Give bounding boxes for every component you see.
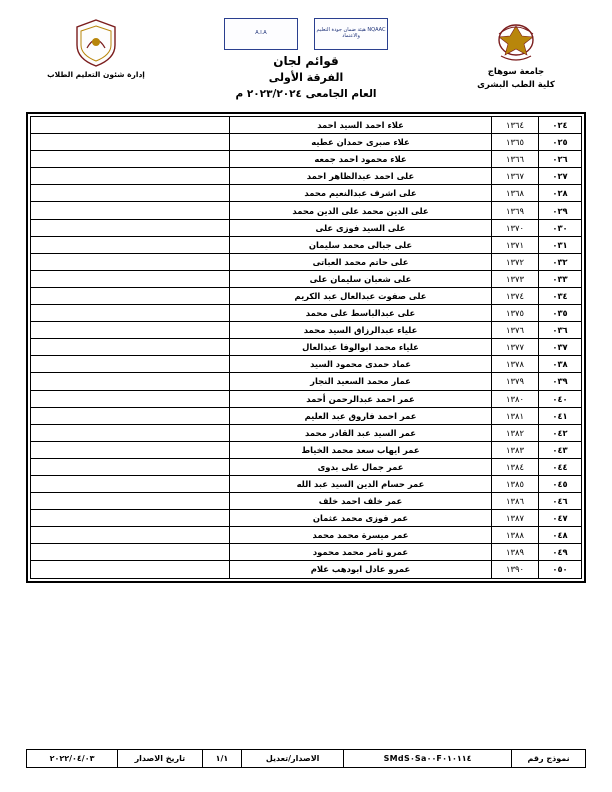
row-student-name: علاء محمود احمد جمعه	[230, 151, 492, 168]
row-signature-cell[interactable]	[31, 151, 230, 168]
row-student-name: عمر السيد عبد القادر محمد	[230, 424, 492, 441]
row-code: ١٣٦٥	[492, 134, 539, 151]
page-title: قوائم لجان	[273, 54, 339, 68]
table-row	[31, 458, 582, 475]
students-table-body	[31, 117, 582, 579]
row-student-name: عمرو ثامر محمد محمود	[230, 544, 492, 561]
students-table-container	[26, 112, 586, 583]
university-block	[446, 18, 586, 92]
row-student-name: على السيد فوزى على	[230, 219, 492, 236]
row-signature-cell[interactable]	[31, 373, 230, 390]
row-sequence: ٠٣٨	[539, 356, 582, 373]
table-row	[31, 117, 582, 134]
row-student-name: على اشرف عبدالنعيم محمد	[230, 185, 492, 202]
table-row	[31, 493, 582, 510]
page-subtitle: الفرقة الأولى	[268, 71, 344, 85]
row-sequence: ٠٤٧	[539, 510, 582, 527]
row-code: ١٣٦٤	[492, 117, 539, 134]
row-code: ١٣٨٩	[492, 544, 539, 561]
row-signature-cell[interactable]	[31, 168, 230, 185]
row-student-name: على صفوت عبدالعال عبد الكريم	[230, 287, 492, 304]
row-sequence: ٠٢٨	[539, 185, 582, 202]
row-code: ١٣٨٤	[492, 458, 539, 475]
row-code: ١٣٨٢	[492, 424, 539, 441]
form-code-value: SMdS٠Sa٠٠F٠١٠١١٤	[343, 750, 511, 768]
row-code: ١٣٧٠	[492, 219, 539, 236]
table-row	[31, 407, 582, 424]
row-student-name: على عبدالباسط على محمد	[230, 305, 492, 322]
table-row	[31, 527, 582, 544]
row-student-name: على حاتم محمد العباتى	[230, 253, 492, 270]
table-row	[31, 151, 582, 168]
row-sequence: ٠٢٩	[539, 202, 582, 219]
row-signature-cell[interactable]	[31, 458, 230, 475]
row-signature-cell[interactable]	[31, 390, 230, 407]
table-row	[31, 373, 582, 390]
row-student-name: علاء صبرى حمدان عطيه	[230, 134, 492, 151]
row-signature-cell[interactable]	[31, 117, 230, 134]
row-code: ١٣٧٤	[492, 287, 539, 304]
table-row	[31, 185, 582, 202]
university-name: جامعة سوهاج	[487, 67, 545, 77]
row-code: ١٣٧٥	[492, 305, 539, 322]
row-code: ١٣٨٣	[492, 441, 539, 458]
table-row	[31, 219, 582, 236]
row-student-name: على احمد عبدالظاهر احمد	[230, 168, 492, 185]
row-code: ١٣٨٥	[492, 475, 539, 492]
row-student-name: علياء عبدالرزاق السيد محمد	[230, 322, 492, 339]
administration-block	[26, 18, 166, 80]
row-code: ١٣٧٣	[492, 270, 539, 287]
row-signature-cell[interactable]	[31, 236, 230, 253]
document-footer	[26, 749, 586, 768]
table-row	[31, 390, 582, 407]
row-signature-cell[interactable]	[31, 441, 230, 458]
row-student-name: علاء احمد السيد احمد	[230, 117, 492, 134]
table-row	[31, 202, 582, 219]
row-code: ١٣٧٦	[492, 322, 539, 339]
row-code: ١٣٦٦	[492, 151, 539, 168]
row-code: ١٣٦٨	[492, 185, 539, 202]
table-row	[31, 356, 582, 373]
row-student-name: عمر ايهاب سعد محمد الخياط	[230, 441, 492, 458]
row-student-name: عمرو عادل ابودهب علام	[230, 561, 492, 578]
row-signature-cell[interactable]	[31, 561, 230, 578]
footer-row	[27, 750, 586, 768]
row-student-name: عمر احمد عبدالرحمن أحمد	[230, 390, 492, 407]
row-sequence: ٠٣١	[539, 236, 582, 253]
row-signature-cell[interactable]	[31, 424, 230, 441]
row-sequence: ٠٤٩	[539, 544, 582, 561]
row-code: ١٣٨٧	[492, 510, 539, 527]
row-signature-cell[interactable]	[31, 287, 230, 304]
table-row	[31, 561, 582, 578]
table-row	[31, 270, 582, 287]
row-sequence: ٠٤١	[539, 407, 582, 424]
row-signature-cell[interactable]	[31, 407, 230, 424]
row-student-name: عمر فوزى محمد عثمان	[230, 510, 492, 527]
row-student-name: عمر حسام الدين السيد عبد الله	[230, 475, 492, 492]
table-row	[31, 441, 582, 458]
row-code: ١٣٧٢	[492, 253, 539, 270]
row-code: ١٣٨١	[492, 407, 539, 424]
table-row	[31, 322, 582, 339]
row-sequence: ٠٣٤	[539, 287, 582, 304]
revision-value: ١/١	[202, 750, 242, 768]
row-code: ١٣٧٧	[492, 339, 539, 356]
table-row	[31, 134, 582, 151]
document-header	[26, 18, 586, 104]
row-sequence: ٠٤٣	[539, 441, 582, 458]
sohag-university-logo	[475, 18, 557, 66]
table-row	[31, 236, 582, 253]
nqaac-logo: NQAAC هيئة ضمان جودة التعليم والاعتماد	[314, 18, 388, 50]
form-number-label: نموذج رقم	[512, 750, 586, 768]
aia-logo: A.I.A	[224, 18, 298, 50]
row-sequence: ٠٤٠	[539, 390, 582, 407]
row-code: ١٣٧٨	[492, 356, 539, 373]
row-signature-cell[interactable]	[31, 544, 230, 561]
faculty-emblem-logo	[73, 18, 119, 68]
row-code: ١٣٨٨	[492, 527, 539, 544]
issue-date-value: ٢٠٢٢/٠٤/٠٣	[27, 750, 118, 768]
row-sequence: ٠٣٧	[539, 339, 582, 356]
row-signature-cell[interactable]	[31, 305, 230, 322]
row-code: ١٣٨٦	[492, 493, 539, 510]
table-row	[31, 544, 582, 561]
row-sequence: ٠٤٥	[539, 475, 582, 492]
row-code: ١٣٦٧	[492, 168, 539, 185]
row-sequence: ٠٣٦	[539, 322, 582, 339]
table-row	[31, 339, 582, 356]
row-sequence: ٠٤٨	[539, 527, 582, 544]
administration-label: إدارة شئون التعليم الطلاب	[47, 70, 145, 79]
row-student-name: عمر ميسرة محمد محمد	[230, 527, 492, 544]
header-center	[166, 18, 446, 103]
table-row	[31, 305, 582, 322]
row-sequence: ٠٣٣	[539, 270, 582, 287]
row-signature-cell[interactable]	[31, 493, 230, 510]
row-code: ١٣٧٩	[492, 373, 539, 390]
row-code: ١٣٦٩	[492, 202, 539, 219]
row-code: ١٣٧١	[492, 236, 539, 253]
table-row	[31, 287, 582, 304]
row-code: ١٣٨٠	[492, 390, 539, 407]
row-student-name: عمار محمد السعيد النجار	[230, 373, 492, 390]
row-student-name: عمر احمد فاروق عبد العليم	[230, 407, 492, 424]
row-signature-cell[interactable]	[31, 270, 230, 287]
academic-year: العام الجامعى ٢٠٢٣/٢٠٢٤ م	[235, 88, 377, 101]
row-code: ١٣٩٠	[492, 561, 539, 578]
row-sequence: ٠٢٥	[539, 134, 582, 151]
row-signature-cell[interactable]	[31, 202, 230, 219]
row-signature-cell[interactable]	[31, 339, 230, 356]
table-row	[31, 510, 582, 527]
row-signature-cell[interactable]	[31, 475, 230, 492]
row-sequence: ٠٣٢	[539, 253, 582, 270]
row-student-name: عمر جمال على بدوى	[230, 458, 492, 475]
row-signature-cell[interactable]	[31, 134, 230, 151]
row-sequence: ٠٤٤	[539, 458, 582, 475]
row-student-name: على الدين محمد على الدين محمد	[230, 202, 492, 219]
revision-label: الاصدار/تعديل	[242, 750, 344, 768]
row-signature-cell[interactable]	[31, 510, 230, 527]
footer-table	[26, 749, 586, 768]
row-sequence: ٠٤٦	[539, 493, 582, 510]
row-signature-cell[interactable]	[31, 356, 230, 373]
row-sequence: ٠٢٦	[539, 151, 582, 168]
table-row	[31, 168, 582, 185]
row-signature-cell[interactable]	[31, 253, 230, 270]
row-sequence: ٠٣٠	[539, 219, 582, 236]
students-table	[30, 116, 582, 579]
table-row	[31, 424, 582, 441]
table-row	[31, 253, 582, 270]
row-sequence: ٠٥٠	[539, 561, 582, 578]
row-sequence: ٠٢٧	[539, 168, 582, 185]
row-student-name: عماد حمدى محمود السيد	[230, 356, 492, 373]
row-signature-cell[interactable]	[31, 322, 230, 339]
row-student-name: عمر خلف احمد خلف	[230, 493, 492, 510]
row-student-name: علياء محمد ابوالوفا عبدالعال	[230, 339, 492, 356]
row-sequence: ٠٢٤	[539, 117, 582, 134]
table-row	[31, 475, 582, 492]
row-signature-cell[interactable]	[31, 185, 230, 202]
row-signature-cell[interactable]	[31, 219, 230, 236]
faculty-name: كلية الطب البشرى	[477, 79, 555, 90]
row-sequence: ٠٣٩	[539, 373, 582, 390]
row-signature-cell[interactable]	[31, 527, 230, 544]
row-sequence: ٠٣٥	[539, 305, 582, 322]
accreditation-logos	[224, 18, 388, 50]
row-student-name: على جبالى محمد سليمان	[230, 236, 492, 253]
row-sequence: ٠٤٢	[539, 424, 582, 441]
row-student-name: على شعبان سليمان على	[230, 270, 492, 287]
issue-date-label: تاريخ الاصدار	[118, 750, 203, 768]
